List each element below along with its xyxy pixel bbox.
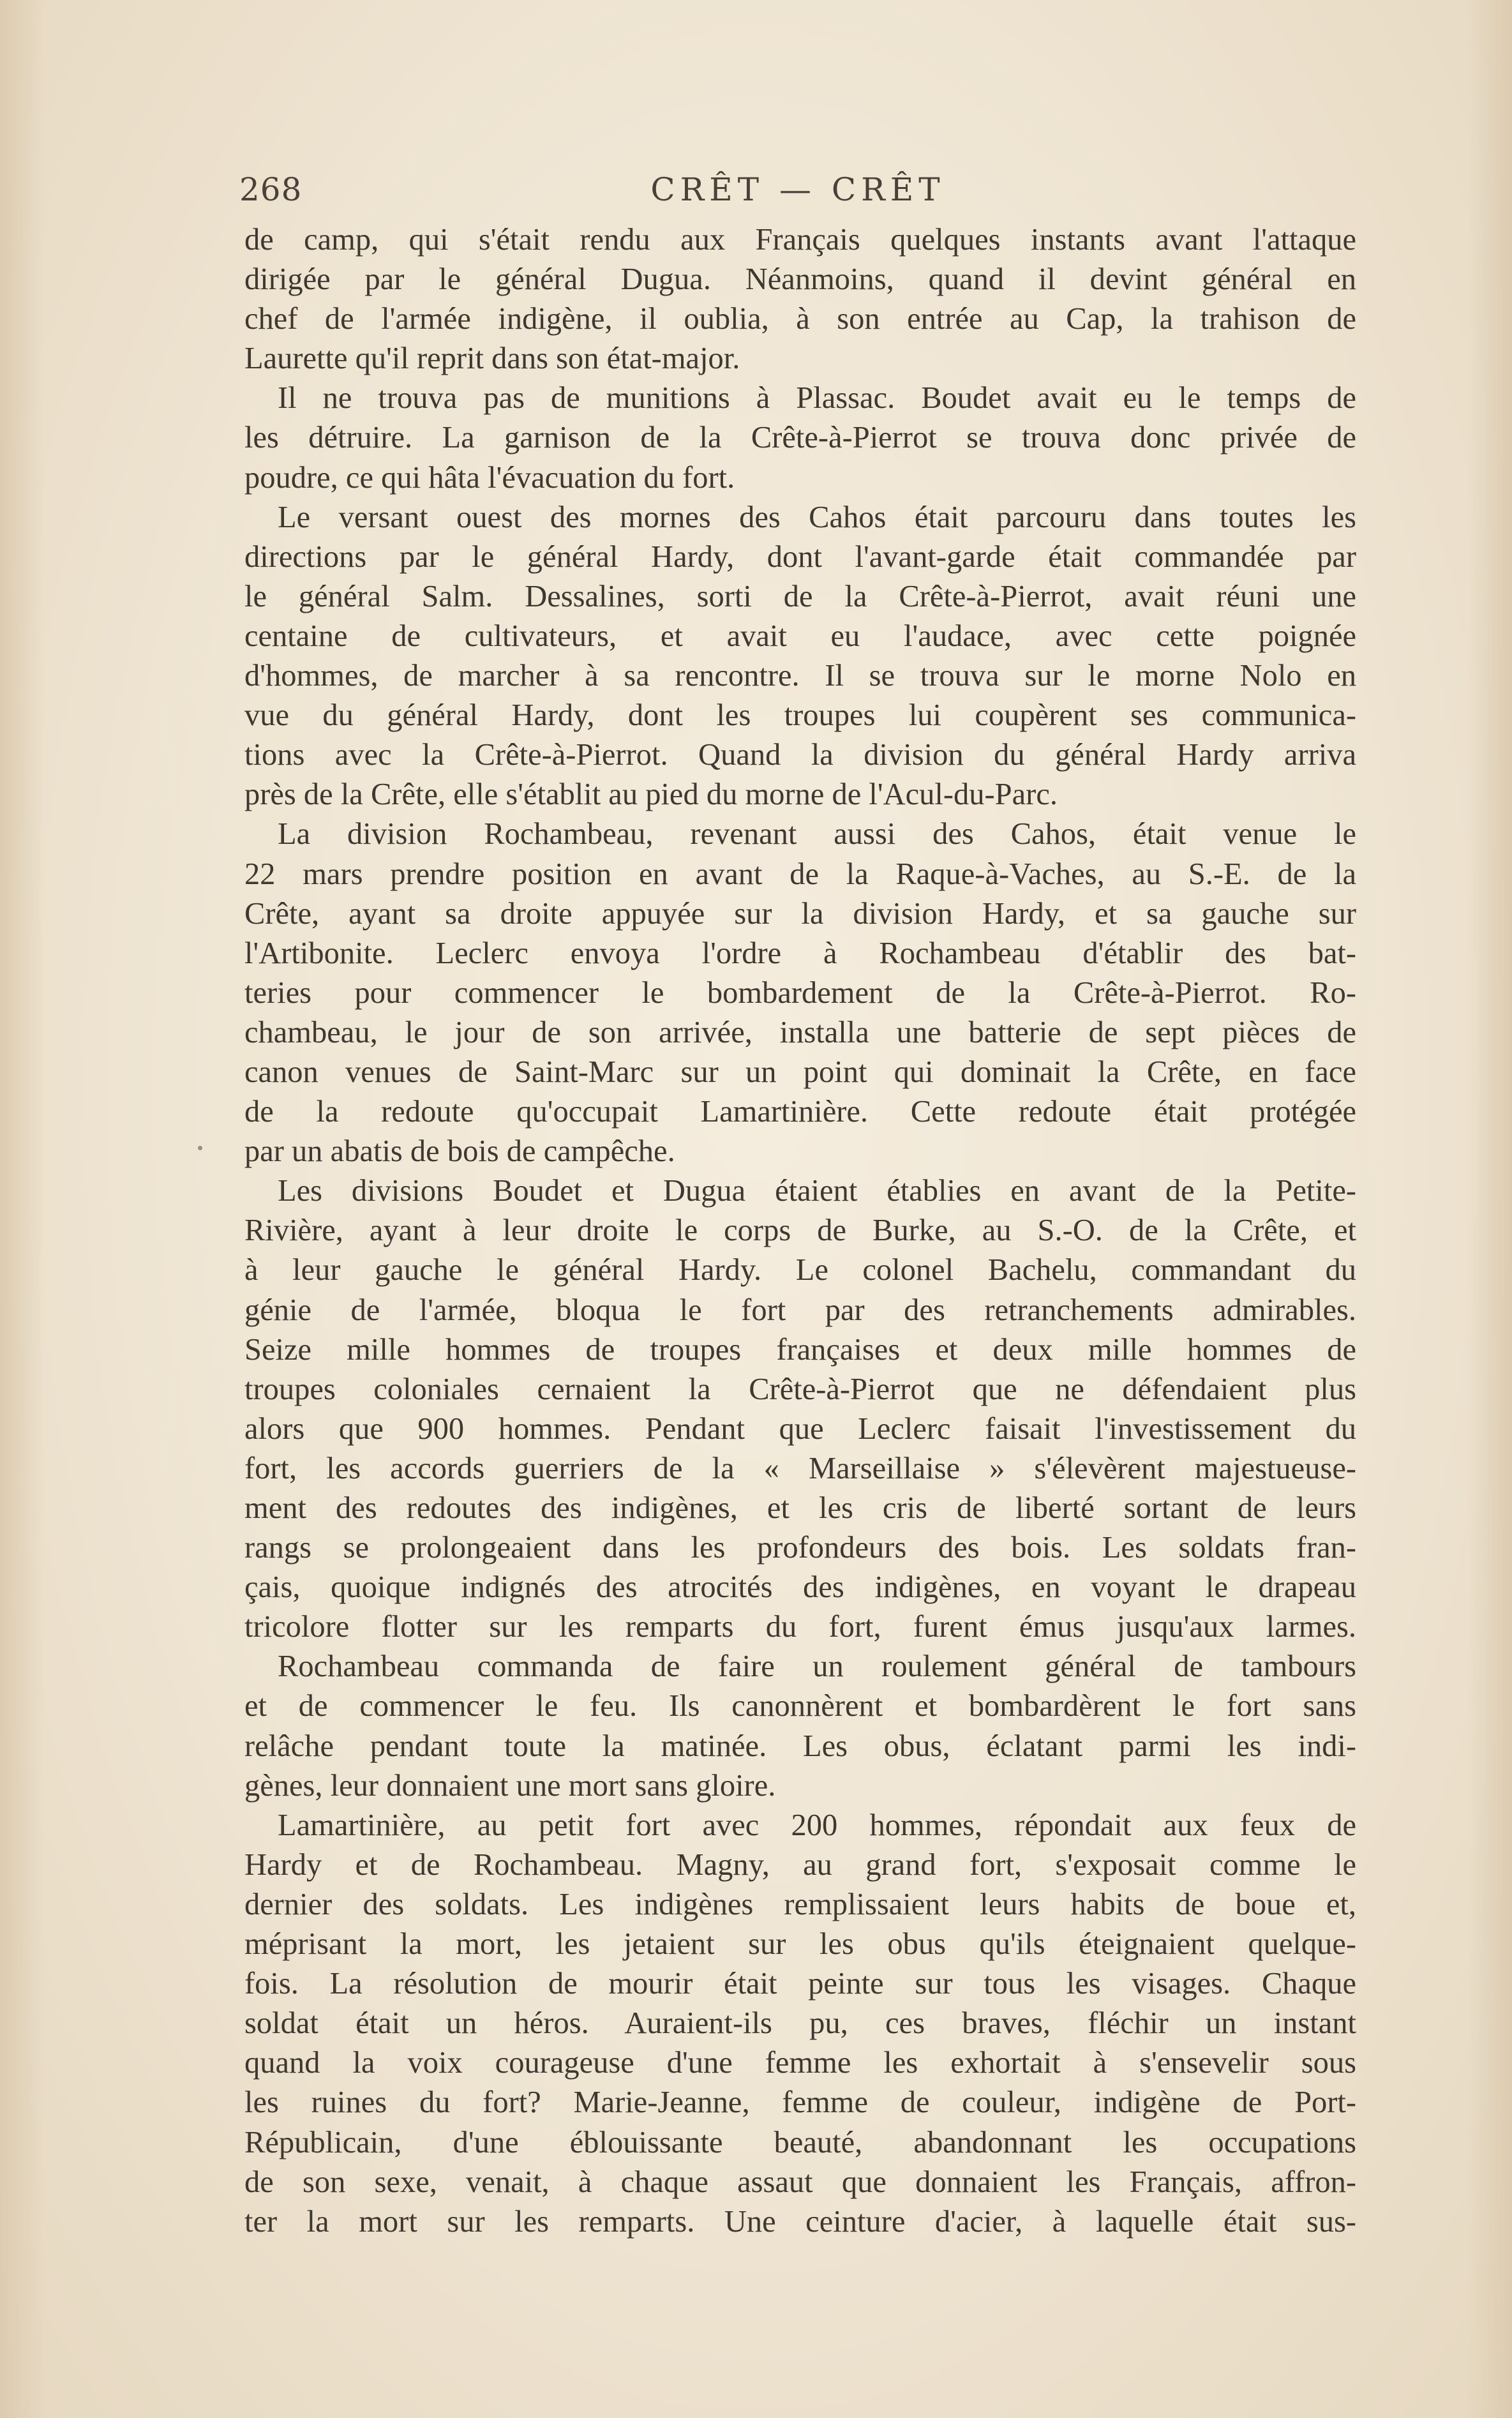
text-line: directions par le général Hardy, dont l'avant-garde était commandée par [244,539,1356,574]
text-line: rangs se prolongeaient dans les profondeurs des bois. Les soldats fran- [244,1531,1356,1565]
text-line: troupes coloniales cernaient la Crête-à-Pierrot que ne défendaient plus [244,1372,1356,1406]
text-line: de son sexe, venait, à chaque assaut que donnaient les Français, affron- [244,2165,1356,2199]
text-line: près de la Crête, elle s'établit au pied du morne de l'Acul-du-Parc. [244,777,1058,812]
margin-mark [198,1146,202,1150]
text-line: les détruire. La garnison de la Crête-à-Pierrot se trouva donc privée de [244,421,1356,455]
text-line: tions avec la Crête-à-Pierrot. Quand la division du général Hardy arriva [244,738,1356,772]
text-line: d'hommes, de marcher à sa rencontre. Il se trouva sur le morne Nolo en [244,659,1356,693]
text-line: vue du général Hardy, dont les troupes lui coupèrent ses communica- [244,698,1356,733]
text-line: Le versant ouest des mornes des Cahos était parcouru dans toutes les [278,500,1356,534]
text-line: et de commencer le feu. Ils canonnèrent et bombardèrent le fort sans [244,1689,1356,1723]
text-line: génie de l'armée, bloqua le fort par des retranchements admirables. [244,1293,1356,1327]
text-line: Crête, ayant sa droite appuyée sur la division Hardy, et sa gauche sur [244,896,1356,931]
text-line: gènes, leur donnaient une mort sans gloire. [244,1768,776,1803]
text-line: le général Salm. Dessalines, sorti de la Crête-à-Pierrot, avait réuni une [244,579,1356,613]
page-edge-shadow-left [0,0,45,2418]
text-line: centaine de cultivateurs, et avait eu l'audace, avec cette poignée [244,619,1356,653]
text-line: de la redoute qu'occupait Lamartinière. Cette redoute était protégée [244,1095,1356,1129]
text-line: tricolore flotter sur les remparts du fort, furent émus jusqu'aux larmes. [244,1610,1356,1644]
text-line: Lamartinière, au petit fort avec 200 hommes, répondait aux feux de [278,1808,1356,1842]
text-line: par un abatis de bois de campêche. [244,1134,675,1169]
text-line: fois. La résolution de mourir était peinte sur tous les visages. Chaque [244,1967,1356,2001]
page-edge-shadow-right [1467,0,1512,2418]
running-title: CRÊT — CRÊT [650,171,945,208]
text-line: Rochambeau commanda de faire un roulement général de tambours [278,1649,1356,1684]
text-line: relâche pendant toute la matinée. Les obus, éclatant parmi les indi- [244,1729,1356,1763]
text-line: çais, quoique indignés des atrocités des indigènes, en voyant le drapeau [244,1570,1356,1605]
text-line: Républicain, d'une éblouissante beauté, abandonnant les occupations [244,2125,1356,2159]
text-line: Rivière, ayant à leur droite le corps de Burke, au S.-O. de la Crête, et [244,1213,1356,1248]
text-line: canon venues de Saint-Marc sur un point qui dominait la Crête, en face [244,1055,1356,1089]
text-line: poudre, ce qui hâta l'évacuation du fort. [244,460,735,495]
text-line: Il ne trouva pas de munitions à Plassac. Boudet avait eu le temps de [278,381,1356,416]
text-line: Seize mille hommes de troupes françaises et deux mille hommes de [244,1332,1356,1367]
text-line: La division Rochambeau, revenant aussi des Cahos, était venue le [278,817,1356,852]
text-line: chef de l'armée indigène, il oublia, à son entrée au Cap, la trahison de [244,302,1356,336]
text-line: Laurette qu'il reprit dans son état-major. [244,342,740,376]
page-header [239,171,1356,216]
text-line: de camp, qui s'était rendu aux Français quelques instants avant l'attaque [244,223,1356,257]
text-line: dirigée par le général Dugua. Néanmoins, quand il devint général en [244,262,1356,297]
text-line: dernier des soldats. Les indigènes remplissaient leurs habits de boue et, [244,1887,1356,1921]
page-number: 268 [239,171,303,208]
text-line: teries pour commencer le bombardement de la Crête-à-Pierrot. Ro- [244,975,1356,1010]
text-line: ment des redoutes des indigènes, et les cris de liberté sortant de leurs [244,1491,1356,1525]
text-line: à leur gauche le général Hardy. Le colonel Bachelu, commandant du [244,1253,1356,1288]
text-line: méprisant la mort, les jetaient sur les obus qu'ils éteignaient quelque- [244,1927,1356,1962]
text-line: Les divisions Boudet et Dugua étaient établies en avant de la Petite- [278,1174,1356,1208]
text-line: soldat était un héros. Auraient-ils pu, ces braves, fléchir un instant [244,2006,1356,2041]
text-line: les ruines du fort? Marie-Jeanne, femme de couleur, indigène de Port- [244,2085,1356,2120]
text-line: alors que 900 hommes. Pendant que Leclerc faisait l'investissement du [244,1411,1356,1446]
text-line: quand la voix courageuse d'une femme les exhortait à s'ensevelir sous [244,2046,1356,2080]
text-line: l'Artibonite. Leclerc envoya l'ordre à Rochambeau d'établir des bat- [244,936,1356,970]
text-line: chambeau, le jour de son arrivée, installa une batterie de sept pièces de [244,1015,1356,1049]
text-line: ter la mort sur les remparts. Une ceinture d'acier, à laquelle était sus- [244,2204,1356,2239]
text-line: fort, les accords guerriers de la « Marseillaise » s'élevèrent majestueuse- [244,1451,1356,1485]
text-line: 22 mars prendre position en avant de la Raque-à-Vaches, au S.-E. de la [244,857,1356,891]
body-text [244,220,1356,2242]
text-line: Hardy et de Rochambeau. Magny, au grand fort, s'exposait comme le [244,1847,1356,1882]
